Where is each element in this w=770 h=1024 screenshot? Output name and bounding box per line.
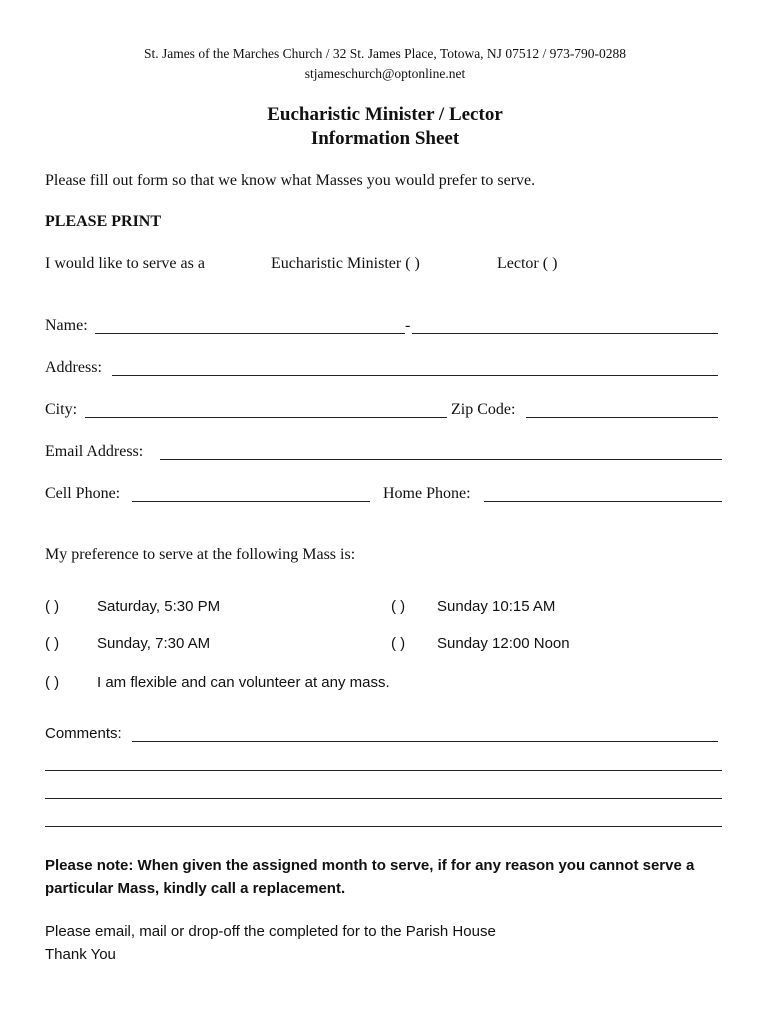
- church-email: stjameschurch@optonline.net: [304, 66, 466, 81]
- church-address: St. James of the Marches Church / 32 St. James Place, Totowa, NJ 07512 / 973-790-0288: [143, 46, 627, 61]
- address-label: Address:: [45, 359, 102, 376]
- eucharistic-minister-option[interactable]: Eucharistic Minister ( ): [271, 255, 420, 272]
- city-field[interactable]: [85, 417, 447, 418]
- serve-as-label: I would like to serve as a: [45, 255, 205, 272]
- name-last-field[interactable]: [412, 333, 718, 334]
- name-separator: -: [405, 317, 411, 334]
- comments-line[interactable]: [45, 826, 722, 827]
- address-field[interactable]: [112, 375, 718, 376]
- mass-checkbox-sunday-1200[interactable]: ( ): [391, 635, 406, 652]
- mass-checkbox-saturday-530[interactable]: ( ): [45, 598, 60, 615]
- intro-text: Please fill out form so that we know what Masses you would prefer to serve.: [45, 172, 536, 189]
- email-label: Email Address:: [45, 443, 144, 460]
- mass-checkbox-sunday-730[interactable]: ( ): [45, 635, 60, 652]
- closing-instructions: Please email, mail or drop-off the completed for to the Parish House: [45, 923, 496, 940]
- comments-line[interactable]: [45, 770, 722, 771]
- comments-label: Comments:: [45, 725, 122, 742]
- zip-label: Zip Code:: [451, 401, 516, 418]
- note-line-2: particular Mass, kindly call a replacement.: [45, 880, 346, 897]
- mass-option-label: Sunday, 7:30 AM: [97, 635, 211, 652]
- lector-option[interactable]: Lector ( ): [497, 255, 558, 272]
- name-first-field[interactable]: [95, 333, 405, 334]
- mass-checkbox-flexible[interactable]: ( ): [45, 674, 60, 691]
- comments-line[interactable]: [45, 798, 722, 799]
- mass-option-label: I am flexible and can volunteer at any mass.: [97, 674, 390, 691]
- cell-phone-label: Cell Phone:: [45, 485, 121, 502]
- email-field[interactable]: [160, 459, 722, 460]
- thank-you: Thank You: [45, 946, 116, 963]
- home-phone-label: Home Phone:: [383, 485, 471, 502]
- cell-phone-field[interactable]: [132, 501, 370, 502]
- mass-option-label: Sunday 10:15 AM: [437, 598, 556, 615]
- form-subtitle: Information Sheet: [310, 128, 460, 149]
- comments-field[interactable]: [132, 741, 718, 742]
- form-title: Eucharistic Minister / Lector: [267, 104, 503, 125]
- city-label: City:: [45, 401, 78, 418]
- mass-option-label: Saturday, 5:30 PM: [97, 598, 221, 615]
- home-phone-field[interactable]: [484, 501, 722, 502]
- mass-checkbox-sunday-1015[interactable]: ( ): [391, 598, 406, 615]
- zip-field[interactable]: [526, 417, 718, 418]
- please-print-heading: PLEASE PRINT: [45, 213, 162, 230]
- preference-prompt: My preference to serve at the following Mass is:: [45, 546, 356, 563]
- mass-option-label: Sunday 12:00 Noon: [437, 635, 570, 652]
- name-label: Name:: [45, 317, 88, 334]
- note-line-1: Please note: When given the assigned month to serve, if for any reason you cannot serve a: [45, 857, 695, 874]
